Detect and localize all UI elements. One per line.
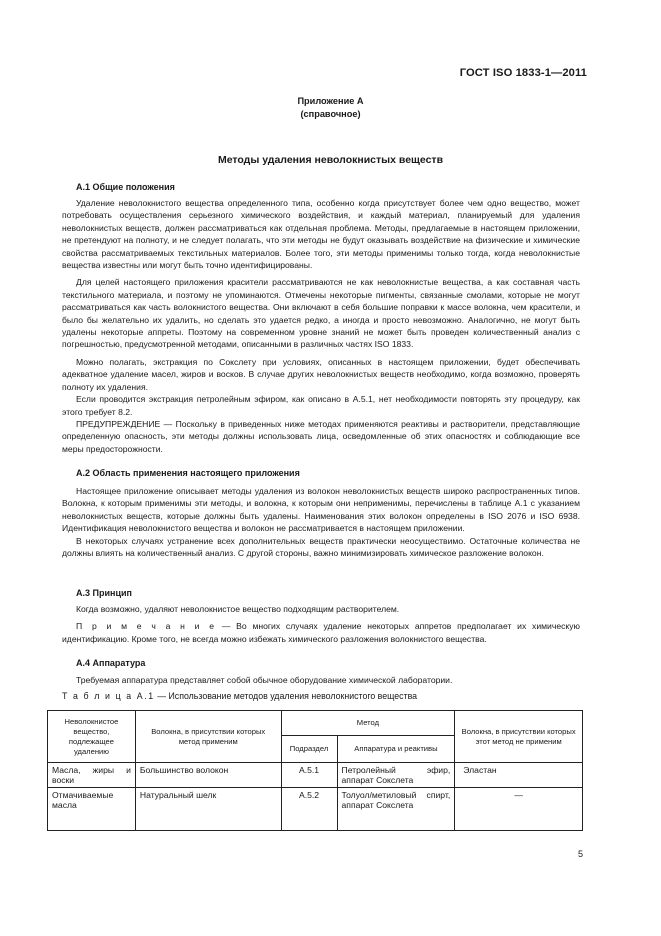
cell-not-applicable: Эластан [455,763,583,788]
annex-title: Приложение А [297,96,364,106]
header-apparatus: Аппаратура и реактивы [337,736,455,763]
table-caption [62,691,417,701]
section-a2-body [62,485,580,559]
header-substance: Неволокнистое вещество, подлежащее удалению [48,711,136,763]
annex-subtitle: (справочное) [300,109,361,119]
header-subsection: Подраздел [281,736,337,763]
section-a4-body [62,674,580,686]
note-text: — Во многих случаях удаление некоторых аппретов предполагает их химическую идентификацию. Кроме того, не всегда можно избежать химического разложения волокнистого вещества. [62,621,580,644]
cell-subsection: А.5.2 [281,788,337,831]
section-a3-heading: А.3 Принцип [76,588,132,598]
header-method: Метод [281,711,455,736]
table-caption-label: Т а б л и ц а А.1 [62,691,155,701]
header-applicable-fibers: Волокна, в присутствии которых метод применим [135,711,281,763]
paragraph: В некоторых случаях устранение всех дополнительных веществ практически неосуществимо. Остаточные количества не должны влиять на количественный анализ. С другой стороны, важно минимизировать химическое разложение волокон. [62,535,580,559]
paragraph: Если проводится экстракция петролейным эфиром, как описано в А.5.1, нет необходимости повторять эту процедуру, как этого требует 8.2. [62,394,580,417]
cell-substance: Отмачиваемые масла [48,788,136,831]
cell-fibers: Натуральный шелк [135,788,281,831]
section-a2-heading: А.2 Область применения настоящего приложения [76,468,300,478]
cell-fibers: Большинство волокон [135,763,281,788]
table-caption-text: — Использование методов удаления неволокнистого вещества [154,691,418,701]
table-row [48,763,583,788]
document-title: Методы удаления неволокнистых веществ [217,154,444,166]
methods-table [47,710,583,831]
paragraph: Можно полагать, экстракция по Сокслету при условиях, описанных в настоящем приложении, будет обеспечивать адекватное удаление масел, жиров и восков. В случае других неволокнистых веществ необходимо, когда возможно, проверять полноту их удаления. [62,356,580,392]
paragraph: Требуемая аппаратура представляет собой обычное оборудование химической лаборатории. [76,675,453,685]
note-paragraph [62,620,580,645]
header-not-applicable-fibers: Волокна, в присутствии которых этот метод не применим [455,711,583,763]
cell-apparatus: Петролейный эфир, аппарат Сокслета [337,763,455,788]
table-row [48,788,583,831]
page-number: 5 [577,849,583,859]
section-a3-body [62,603,580,645]
cell-substance: Масла, жиры и воски [48,763,136,788]
table-header-row [48,711,583,736]
cell-not-applicable: — [455,788,583,831]
paragraph: Настоящее приложение описывает методы удаления из волокон неволокнистых веществ широко распространенных типов. Волокна, к которым применимы эти методы, и волокна, к которым они неприменимы, перечислены в таблице А.1 с указанием неволокнистых веществ, которые должны быть удалены. Наименования этих волокон определены в ISO 2076 и ISO 6938. Идентификация неволокнистого вещества и волокон не рассматривается в настоящем приложении. [62,486,580,534]
paragraph: Удаление неволокнистого вещества определенного типа, особенно когда присутствует более чем одно вещество, может потребовать осуществления серьезного химического воздействия, и каждый материал, планируемый для удаления неволокнистых веществ, должен рассматриваться как отдельная проблема. Методы, предлагаемые в настоящем приложении, не претендуют на полноту, и не следует полагать, что эти методы не будут оказывать воздействие на физические и химические свойства рассматриваемых текстильных материалов. Более того, эти методы применимы только тогда, когда неволокнистые вещества известны или могут быть точно идентифицированы. [62,198,580,271]
warning-paragraph: ПРЕДУПРЕЖДЕНИЕ — Поскольку в приведенных ниже методах применяются реактивы и растворители, представляющие определенную опасность, эти методы должны использовать лица, осведомленные об этих опасностях и соблюдающие все меры предосторожности. [62,418,580,454]
standard-code: ГОСТ ISO 1833-1—2011 [459,67,587,79]
section-a1-heading: А.1 Общие положения [76,182,175,192]
cell-apparatus: Толуол/метиловый спирт, аппарат Сокслета [337,788,455,831]
paragraph: Для целей настоящего приложения красители рассматриваются не как неволокнистые вещества, а как составная часть текстильного материала, и поэтому не упоминаются. Отмечены некоторые пигменты, связанные смолами, которые не могут рассматриваться как часть волокнистого вещества. Они включают в себя большие поправки к массе волокна, чем красители, и было бы желательно их удалить, но сделать это удается редко, а иногда и просто невозможно. Аналогично, не могут быть удалены некоторые аппреты. Поэтому на современном уровне знаний не может быть проведен количественный анализ с погрешностью, предусмотренной методами, описанными в различных частях ISO 1833. [62,277,580,350]
section-a1-body [62,197,580,455]
cell-subsection: А.5.1 [281,763,337,788]
paragraph: Когда возможно, удаляют неволокнистое вещество подходящим растворителем. [76,604,400,614]
section-a4-heading: А.4 Аппаратура [76,658,146,668]
note-label: П р и м е ч а н и е [76,621,217,632]
